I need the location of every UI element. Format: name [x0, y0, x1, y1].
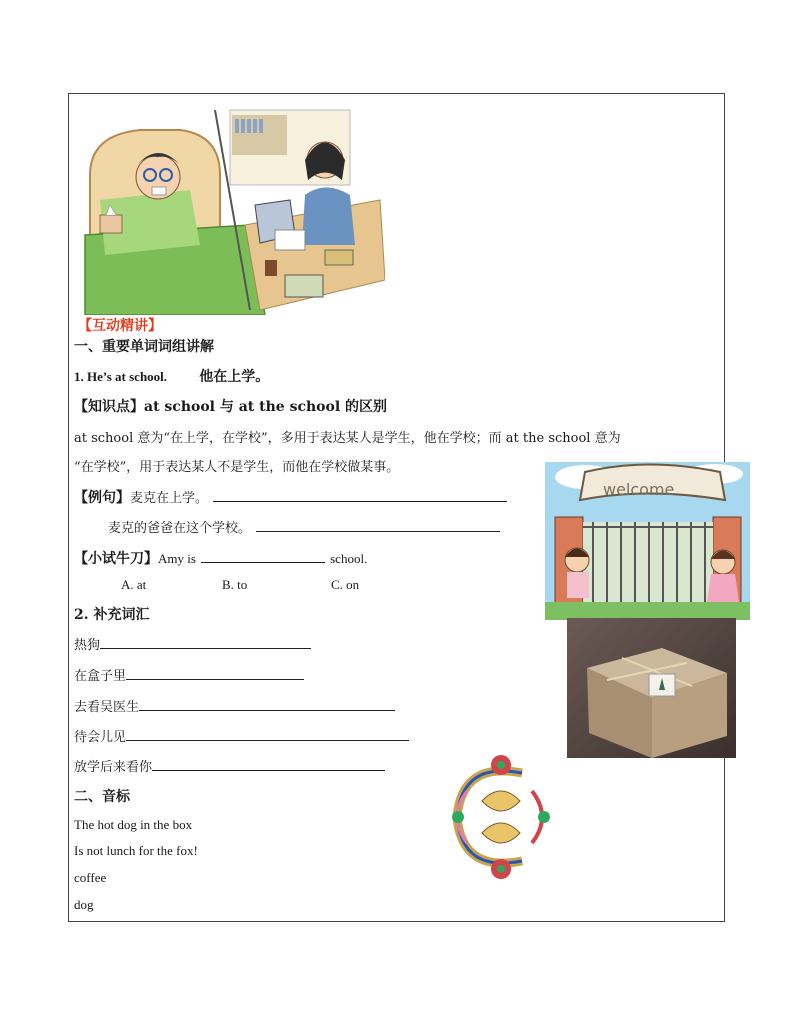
answer-blank[interactable]: [201, 548, 325, 563]
knowledge-row: [74, 396, 387, 416]
phone-call-illustration: [80, 105, 385, 315]
example-sentence-1: 麦克在上学。: [130, 491, 209, 506]
phonics-line-4: dog: [74, 897, 94, 912]
vocab-row: [74, 726, 409, 745]
vocab-row: [74, 665, 304, 684]
welcome-text: welcome: [603, 480, 675, 499]
ornament-icon: [442, 751, 560, 883]
example-sentence-2: 麦克的爸爸在这个学校。: [108, 521, 252, 536]
knowledge-bracket: 【知识点】: [74, 399, 144, 415]
practice-prefix: Amy is: [158, 551, 196, 566]
answer-blank[interactable]: [213, 487, 507, 502]
vocab-word: 放学后来看你: [74, 760, 153, 775]
option-a[interactable]: A. at: [121, 577, 147, 592]
gift-box-photo: [567, 618, 736, 758]
phonics-line-1: The hot dog in the box: [74, 817, 193, 832]
answer-blank[interactable]: [256, 517, 500, 532]
practice-bracket: 【小试牛刀】: [74, 551, 158, 567]
option-b[interactable]: B. to: [222, 577, 248, 592]
phonics-line-2: Is not lunch for the fox!: [74, 843, 198, 858]
practice-row: [74, 548, 367, 568]
part2-heading: 二、音标: [74, 789, 130, 805]
answer-blank[interactable]: [126, 726, 409, 741]
knowledge-text: at school 与 at the school 的区别: [144, 399, 388, 415]
section-title: 【互动精讲】: [78, 318, 162, 334]
answer-blank[interactable]: [126, 665, 304, 680]
example-row-2: [108, 517, 500, 536]
vocab-row: [74, 634, 311, 653]
option-c[interactable]: C. on: [331, 577, 360, 592]
vocab-word: 待会儿见: [74, 730, 127, 745]
vocab-row: [74, 696, 395, 715]
item2-heading: 2. 补充词汇: [74, 607, 150, 623]
vocab-row: [74, 756, 385, 775]
explain-line-2: “在学校”，用于表达某人不是学生，而他在学校做某事。: [74, 460, 400, 475]
part1-heading: 一、重要单词词组讲解: [74, 339, 214, 355]
phonics-line-3: coffee: [74, 870, 107, 885]
answer-blank[interactable]: [139, 696, 395, 711]
vocab-word: 热狗: [74, 638, 101, 653]
practice-suffix: school.: [330, 551, 368, 566]
example-row-1: [74, 487, 507, 507]
item1-chinese: 他在上学。: [199, 369, 270, 385]
vocab-word: 在盒子里: [74, 669, 127, 684]
vocab-word: 去看吴医生: [74, 700, 140, 715]
item1-english: 1. He’s at school.: [74, 369, 168, 384]
explain-line-1: at school 意为“在上学，在学校”，多用于表达某人是学生，他在学校；而 at the school 意为: [74, 431, 621, 446]
welcome-illustration: [545, 462, 750, 620]
item1-row: [74, 366, 269, 386]
answer-blank[interactable]: [152, 756, 385, 771]
answer-blank[interactable]: [100, 634, 311, 649]
example-bracket: 【例句】: [74, 490, 130, 506]
